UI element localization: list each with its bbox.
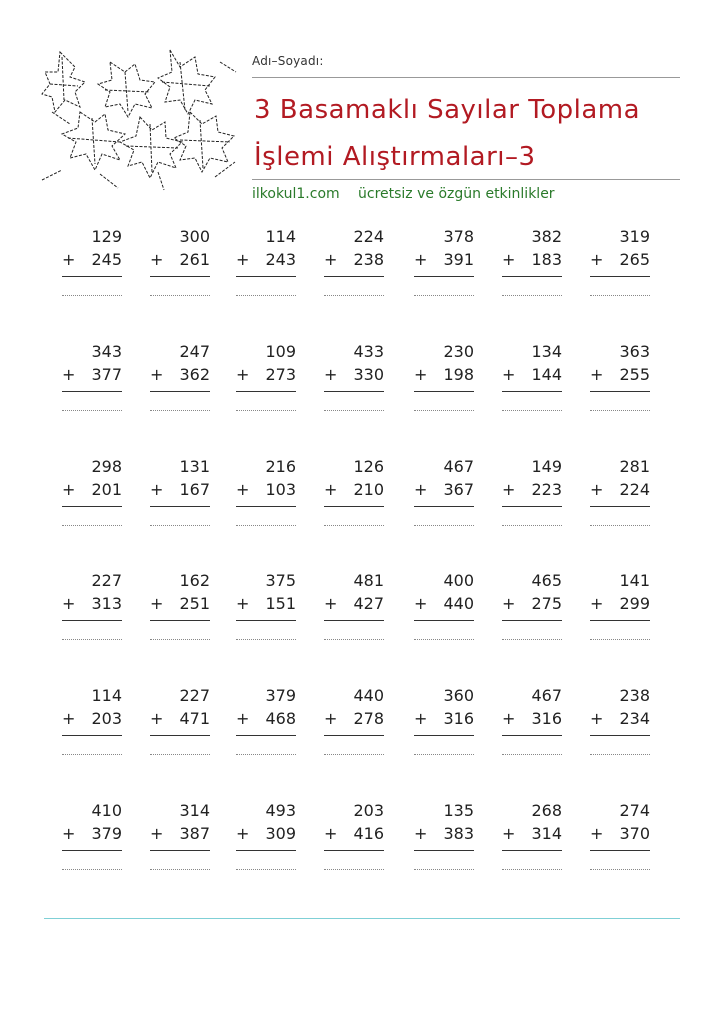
sum-line	[324, 850, 384, 851]
first-addend: 360	[443, 686, 474, 705]
plus-sign: +	[590, 250, 604, 269]
first-addend: 162	[179, 571, 210, 590]
first-addend: 493	[265, 801, 296, 820]
second-addend: 299	[619, 594, 650, 613]
answer-blank[interactable]	[590, 525, 650, 526]
answer-blank[interactable]	[62, 639, 122, 640]
sum-line	[414, 735, 474, 736]
second-addend: 316	[443, 709, 474, 728]
first-addend: 375	[265, 571, 296, 590]
addition-problem	[62, 342, 122, 422]
answer-blank[interactable]	[62, 295, 122, 296]
answer-blank[interactable]	[590, 639, 650, 640]
answer-blank[interactable]	[502, 869, 562, 870]
addition-problem	[502, 342, 562, 422]
sum-line	[502, 391, 562, 392]
second-addend: 245	[91, 250, 122, 269]
second-addend: 387	[179, 824, 210, 843]
second-addend: 223	[531, 480, 562, 499]
plus-sign: +	[324, 824, 338, 843]
addition-problem	[62, 571, 122, 651]
sum-line	[590, 506, 650, 507]
sum-line	[502, 850, 562, 851]
addition-problem	[590, 801, 650, 881]
second-addend: 203	[91, 709, 122, 728]
answer-blank[interactable]	[414, 295, 474, 296]
second-addend: 234	[619, 709, 650, 728]
plus-sign: +	[62, 365, 76, 384]
answer-blank[interactable]	[414, 869, 474, 870]
second-addend: 210	[353, 480, 384, 499]
answer-blank[interactable]	[324, 869, 384, 870]
addition-problem	[62, 457, 122, 537]
plus-sign: +	[150, 365, 164, 384]
addition-problem	[502, 686, 562, 766]
sum-line	[150, 276, 210, 277]
second-addend: 243	[265, 250, 296, 269]
first-addend: 379	[265, 686, 296, 705]
plus-sign: +	[236, 480, 250, 499]
addition-problem	[62, 227, 122, 307]
answer-blank[interactable]	[414, 410, 474, 411]
sum-line	[150, 850, 210, 851]
second-addend: 103	[265, 480, 296, 499]
sum-line	[150, 620, 210, 621]
sum-line	[236, 276, 296, 277]
plus-sign: +	[324, 480, 338, 499]
plus-sign: +	[590, 480, 604, 499]
sum-line	[236, 850, 296, 851]
sum-line	[62, 506, 122, 507]
answer-blank[interactable]	[236, 869, 296, 870]
plus-sign: +	[590, 709, 604, 728]
sum-line	[62, 391, 122, 392]
addition-problem	[324, 342, 384, 422]
addition-problem	[324, 801, 384, 881]
first-addend: 268	[531, 801, 562, 820]
plus-sign: +	[236, 824, 250, 843]
plus-sign: +	[150, 480, 164, 499]
first-addend: 314	[179, 801, 210, 820]
second-addend: 362	[179, 365, 210, 384]
addition-problem	[150, 571, 210, 651]
answer-blank[interactable]	[236, 410, 296, 411]
plus-sign: +	[502, 480, 516, 499]
worksheet-title-line2: İşlemi Alıştırmaları–3	[254, 142, 536, 172]
answer-blank[interactable]	[590, 295, 650, 296]
first-addend: 300	[179, 227, 210, 246]
answer-blank[interactable]	[150, 754, 210, 755]
plus-sign: +	[62, 250, 76, 269]
answer-blank[interactable]	[62, 410, 122, 411]
answer-blank[interactable]	[414, 639, 474, 640]
answer-blank[interactable]	[62, 754, 122, 755]
addition-problem	[62, 686, 122, 766]
answer-blank[interactable]	[324, 525, 384, 526]
plus-sign: +	[502, 709, 516, 728]
name-field-label: Adı–Soyadı:	[252, 54, 324, 68]
sum-line	[150, 391, 210, 392]
worksheet-title-line1: 3 Basamaklı Sayılar Toplama	[254, 95, 641, 125]
plus-sign: +	[236, 365, 250, 384]
second-addend: 427	[353, 594, 384, 613]
sum-line	[324, 506, 384, 507]
first-addend: 224	[353, 227, 384, 246]
answer-blank[interactable]	[236, 525, 296, 526]
answer-blank[interactable]	[150, 639, 210, 640]
answer-blank[interactable]	[590, 869, 650, 870]
second-addend: 251	[179, 594, 210, 613]
addition-problem	[236, 227, 296, 307]
first-addend: 378	[443, 227, 474, 246]
sum-line	[324, 276, 384, 277]
first-addend: 131	[179, 457, 210, 476]
sum-line	[324, 391, 384, 392]
sum-line	[150, 506, 210, 507]
addition-problem	[236, 342, 296, 422]
addition-problem	[502, 227, 562, 307]
addition-problem	[414, 227, 474, 307]
answer-blank[interactable]	[150, 525, 210, 526]
second-addend: 471	[179, 709, 210, 728]
first-addend: 465	[531, 571, 562, 590]
first-addend: 216	[265, 457, 296, 476]
first-addend: 149	[531, 457, 562, 476]
second-addend: 313	[91, 594, 122, 613]
addition-problem	[590, 457, 650, 537]
plus-sign: +	[590, 824, 604, 843]
first-addend: 382	[531, 227, 562, 246]
answer-blank[interactable]	[414, 754, 474, 755]
first-addend: 363	[619, 342, 650, 361]
sum-line	[590, 850, 650, 851]
addition-problem	[150, 227, 210, 307]
plus-sign: +	[502, 594, 516, 613]
second-addend: 316	[531, 709, 562, 728]
plus-sign: +	[502, 365, 516, 384]
first-addend: 343	[91, 342, 122, 361]
plus-sign: +	[150, 824, 164, 843]
plus-sign: +	[414, 709, 428, 728]
addition-problem	[414, 342, 474, 422]
sum-line	[236, 735, 296, 736]
second-addend: 275	[531, 594, 562, 613]
sum-line	[502, 620, 562, 621]
plus-sign: +	[502, 824, 516, 843]
addition-problem	[150, 801, 210, 881]
answer-blank[interactable]	[324, 410, 384, 411]
sum-line	[414, 620, 474, 621]
sum-line	[236, 391, 296, 392]
first-addend: 400	[443, 571, 474, 590]
sum-line	[414, 506, 474, 507]
sum-line	[150, 735, 210, 736]
plus-sign: +	[324, 594, 338, 613]
answer-blank[interactable]	[502, 639, 562, 640]
maple-leaves-illustration	[40, 42, 240, 192]
addition-problem	[502, 571, 562, 651]
sum-line	[414, 391, 474, 392]
second-addend: 377	[91, 365, 122, 384]
plus-sign: +	[590, 594, 604, 613]
plus-sign: +	[414, 250, 428, 269]
sum-line	[502, 276, 562, 277]
plus-sign: +	[150, 709, 164, 728]
addition-problem	[414, 457, 474, 537]
sum-line	[502, 735, 562, 736]
second-addend: 468	[265, 709, 296, 728]
name-underline	[252, 77, 680, 78]
second-addend: 167	[179, 480, 210, 499]
second-addend: 151	[265, 594, 296, 613]
answer-blank[interactable]	[236, 754, 296, 755]
addition-problem	[414, 801, 474, 881]
addition-problem	[590, 342, 650, 422]
first-addend: 141	[619, 571, 650, 590]
second-addend: 198	[443, 365, 474, 384]
answer-blank[interactable]	[236, 639, 296, 640]
addition-problem	[150, 457, 210, 537]
plus-sign: +	[236, 250, 250, 269]
plus-sign: +	[62, 480, 76, 499]
addition-problem	[324, 227, 384, 307]
answer-blank[interactable]	[324, 639, 384, 640]
answer-blank[interactable]	[150, 869, 210, 870]
second-addend: 330	[353, 365, 384, 384]
plus-sign: +	[62, 709, 76, 728]
first-addend: 274	[619, 801, 650, 820]
first-addend: 298	[91, 457, 122, 476]
answer-blank[interactable]	[150, 295, 210, 296]
addition-problem	[590, 571, 650, 651]
second-addend: 238	[353, 250, 384, 269]
second-addend: 144	[531, 365, 562, 384]
second-addend: 201	[91, 480, 122, 499]
first-addend: 126	[353, 457, 384, 476]
addition-problem	[502, 457, 562, 537]
sum-line	[502, 506, 562, 507]
answer-blank[interactable]	[150, 410, 210, 411]
first-addend: 114	[91, 686, 122, 705]
sum-line	[236, 506, 296, 507]
plus-sign: +	[62, 824, 76, 843]
sum-line	[324, 735, 384, 736]
second-addend: 370	[619, 824, 650, 843]
addition-problem	[324, 686, 384, 766]
plus-sign: +	[236, 709, 250, 728]
addition-problem	[324, 457, 384, 537]
addition-problem	[414, 571, 474, 651]
addition-problem	[236, 801, 296, 881]
plus-sign: +	[324, 365, 338, 384]
title-divider	[252, 179, 680, 180]
addition-problem	[590, 227, 650, 307]
addition-problem	[324, 571, 384, 651]
answer-blank[interactable]	[62, 525, 122, 526]
answer-blank[interactable]	[414, 525, 474, 526]
addition-problem	[150, 342, 210, 422]
answer-blank[interactable]	[324, 295, 384, 296]
first-addend: 410	[91, 801, 122, 820]
sum-line	[62, 620, 122, 621]
first-addend: 247	[179, 342, 210, 361]
sum-line	[62, 850, 122, 851]
site-slogan: ücretsiz ve özgün etkinlikler	[358, 186, 555, 202]
answer-blank[interactable]	[502, 754, 562, 755]
sum-line	[590, 620, 650, 621]
first-addend: 319	[619, 227, 650, 246]
addition-problem	[236, 457, 296, 537]
plus-sign: +	[414, 365, 428, 384]
plus-sign: +	[324, 709, 338, 728]
second-addend: 265	[619, 250, 650, 269]
plus-sign: +	[150, 594, 164, 613]
addition-problem	[414, 686, 474, 766]
second-addend: 183	[531, 250, 562, 269]
second-addend: 309	[265, 824, 296, 843]
first-addend: 203	[353, 801, 384, 820]
site-name: ilkokul1.com	[252, 186, 340, 202]
sum-line	[590, 276, 650, 277]
first-addend: 135	[443, 801, 474, 820]
plus-sign: +	[236, 594, 250, 613]
answer-blank[interactable]	[236, 295, 296, 296]
plus-sign: +	[414, 594, 428, 613]
first-addend: 227	[179, 686, 210, 705]
second-addend: 383	[443, 824, 474, 843]
addition-problem	[236, 686, 296, 766]
second-addend: 278	[353, 709, 384, 728]
plus-sign: +	[414, 480, 428, 499]
first-addend: 467	[443, 457, 474, 476]
first-addend: 230	[443, 342, 474, 361]
sum-line	[62, 735, 122, 736]
addition-problem	[590, 686, 650, 766]
second-addend: 379	[91, 824, 122, 843]
addition-problem	[62, 801, 122, 881]
first-addend: 109	[265, 342, 296, 361]
sum-line	[324, 620, 384, 621]
plus-sign: +	[590, 365, 604, 384]
first-addend: 114	[265, 227, 296, 246]
second-addend: 224	[619, 480, 650, 499]
answer-blank[interactable]	[502, 525, 562, 526]
addition-problem	[150, 686, 210, 766]
second-addend: 416	[353, 824, 384, 843]
first-addend: 129	[91, 227, 122, 246]
plus-sign: +	[150, 250, 164, 269]
answer-blank[interactable]	[324, 754, 384, 755]
sum-line	[590, 735, 650, 736]
first-addend: 238	[619, 686, 650, 705]
plus-sign: +	[502, 250, 516, 269]
first-addend: 481	[353, 571, 384, 590]
first-addend: 433	[353, 342, 384, 361]
first-addend: 281	[619, 457, 650, 476]
answer-blank[interactable]	[590, 754, 650, 755]
answer-blank[interactable]	[62, 869, 122, 870]
sum-line	[590, 391, 650, 392]
second-addend: 261	[179, 250, 210, 269]
answer-blank[interactable]	[502, 410, 562, 411]
plus-sign: +	[62, 594, 76, 613]
sum-line	[62, 276, 122, 277]
plus-sign: +	[414, 824, 428, 843]
addition-problem	[236, 571, 296, 651]
sum-line	[414, 276, 474, 277]
second-addend: 391	[443, 250, 474, 269]
second-addend: 367	[443, 480, 474, 499]
sum-line	[414, 850, 474, 851]
second-addend: 273	[265, 365, 296, 384]
first-addend: 227	[91, 571, 122, 590]
answer-blank[interactable]	[502, 295, 562, 296]
footer-divider	[44, 918, 680, 919]
addition-problem	[502, 801, 562, 881]
sum-line	[236, 620, 296, 621]
answer-blank[interactable]	[590, 410, 650, 411]
second-addend: 255	[619, 365, 650, 384]
first-addend: 440	[353, 686, 384, 705]
first-addend: 467	[531, 686, 562, 705]
plus-sign: +	[324, 250, 338, 269]
first-addend: 134	[531, 342, 562, 361]
second-addend: 440	[443, 594, 474, 613]
second-addend: 314	[531, 824, 562, 843]
